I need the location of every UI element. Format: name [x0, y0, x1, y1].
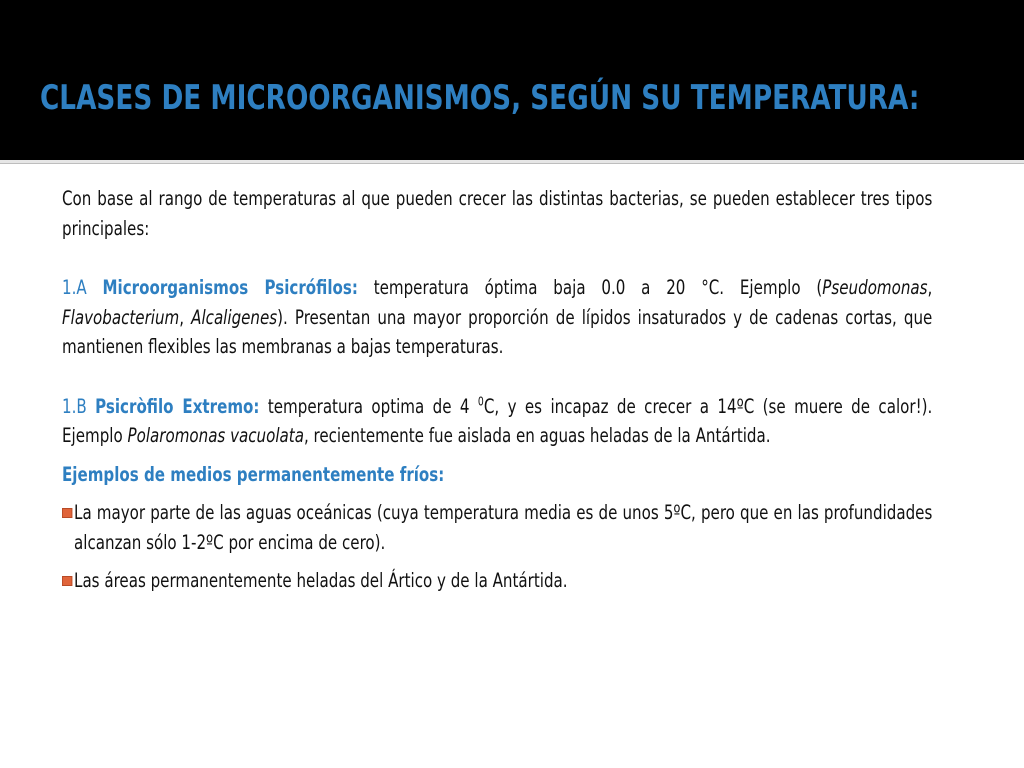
- item-1a-species-1: Pseudomonas: [822, 276, 928, 299]
- item-1a-term: Microorganismos Psicrófilos:: [102, 276, 358, 299]
- item-1b-term: Psicròfilo Extremo:: [95, 394, 260, 418]
- bullet-text: Las áreas permanentemente heladas del Ártico y de la Antártida.: [74, 569, 568, 592]
- item-1a-number: 1.A: [62, 276, 87, 299]
- item-1a-species-3: Alcaligenes: [191, 305, 278, 329]
- examples-heading: Ejemplos de medios permanentemente fríos:: [62, 462, 445, 486]
- item-1a-paragraph: [62, 273, 932, 362]
- item-1b-paragraph: [62, 392, 932, 451]
- list-item: [62, 566, 932, 596]
- bullet-marker-icon: [62, 508, 72, 518]
- item-1b-superscript: 0: [477, 394, 484, 408]
- item-1a-text-2: ). Presentan una mayor proporción de lípidos insaturados y de cadenas cortas, que mantienen flexibles las membranas a bajas temperaturas.: [62, 305, 933, 358]
- item-1b-species: Polaromonas vacuolata: [127, 424, 304, 447]
- list-item: [62, 498, 932, 557]
- slide-body: [62, 184, 932, 596]
- header-divider: [0, 160, 1024, 164]
- item-1a-text-1: temperatura óptima baja 0.0 a 20 °C. Ejemplo (: [357, 276, 823, 299]
- intro-paragraph: Con base al rango de temperaturas al que pueden crecer las distintas bacterias, se pueden establecer tres tipos principales:: [62, 187, 933, 240]
- bullet-marker-icon: [62, 576, 72, 586]
- item-1b-text-1: temperatura optima de 4: [259, 394, 478, 418]
- item-1a-sep-1: ,: [927, 276, 933, 299]
- item-1b-text-2: C, y es incapaz de crecer a 14ºC (se muere de calor!). Ejemplo: [62, 394, 933, 447]
- slide-title: CLASES DE MICROORGANISMOS, SEGÚN SU TEMPERATURA:: [40, 78, 920, 118]
- item-1a-species-2: Flavobacterium: [62, 305, 180, 329]
- bullet-text: La mayor parte de las aguas oceánicas (cuya temperatura media es de unos 5ºC, pero que en las profundidades alcanzan sólo 1-2ºC por encima de cero).: [74, 501, 933, 554]
- slide-header: [0, 0, 1024, 160]
- item-1b-text-3: , recientemente fue aislada en aguas heladas de la Antártida.: [303, 424, 771, 447]
- item-1b-number: 1.B: [62, 394, 87, 418]
- item-1a-sep-2: ,: [179, 305, 192, 329]
